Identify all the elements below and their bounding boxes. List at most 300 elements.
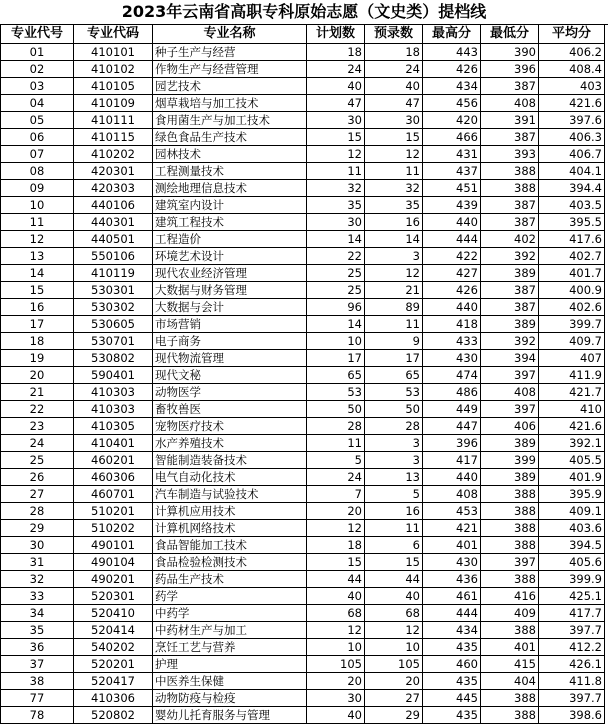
avg-score-cell: 411.9 <box>539 367 605 384</box>
min-score-cell: 388 <box>481 707 539 724</box>
major-code-cell: 33 <box>1 588 74 605</box>
avg-score-cell: 401.7 <box>539 265 605 282</box>
major-name-cell: 食品检验检测技术 <box>153 554 307 571</box>
major-code-cell: 15 <box>1 282 74 299</box>
subject-code-cell: 530302 <box>74 299 153 316</box>
major-code-cell: 16 <box>1 299 74 316</box>
avg-score-cell: 426.1 <box>539 656 605 673</box>
max-score-cell: 440 <box>423 214 481 231</box>
pre-admit-cell: 10 <box>365 639 423 656</box>
major-code-cell: 77 <box>1 690 74 707</box>
pre-admit-cell: 16 <box>365 503 423 520</box>
plan-count-cell: 35 <box>307 197 365 214</box>
min-score-cell: 388 <box>481 622 539 639</box>
min-score-cell: 402 <box>481 231 539 248</box>
subject-code-cell: 530301 <box>74 282 153 299</box>
avg-score-cell: 401.9 <box>539 469 605 486</box>
table-row <box>1 265 605 282</box>
max-score-cell: 444 <box>423 231 481 248</box>
table-row <box>1 282 605 299</box>
avg-score-cell: 421.6 <box>539 95 605 112</box>
avg-score-cell: 397.7 <box>539 690 605 707</box>
major-code-cell: 09 <box>1 180 74 197</box>
plan-count-cell: 30 <box>307 690 365 707</box>
avg-score-cell: 397.7 <box>539 622 605 639</box>
max-score-cell: 456 <box>423 95 481 112</box>
plan-count-cell: 24 <box>307 61 365 78</box>
pre-admit-cell: 28 <box>365 418 423 435</box>
plan-count-cell: 14 <box>307 316 365 333</box>
major-code-cell: 01 <box>1 44 74 61</box>
major-code-cell: 23 <box>1 418 74 435</box>
major-code-cell: 29 <box>1 520 74 537</box>
major-name-cell: 水产养殖技术 <box>153 435 307 452</box>
subject-code-cell: 520417 <box>74 673 153 690</box>
major-code-cell: 08 <box>1 163 74 180</box>
table-row <box>1 639 605 656</box>
table-row <box>1 571 605 588</box>
major-name-cell: 计算机应用技术 <box>153 503 307 520</box>
plan-count-cell: 11 <box>307 163 365 180</box>
major-code-cell: 25 <box>1 452 74 469</box>
major-name-cell: 烹饪工艺与营养 <box>153 639 307 656</box>
major-name-cell: 建筑工程技术 <box>153 214 307 231</box>
pre-admit-cell: 53 <box>365 384 423 401</box>
avg-score-cell: 406.7 <box>539 146 605 163</box>
subject-code-cell: 490201 <box>74 571 153 588</box>
min-score-cell: 388 <box>481 537 539 554</box>
major-code-cell: 18 <box>1 333 74 350</box>
major-code-cell: 17 <box>1 316 74 333</box>
avg-score-cell: 403 <box>539 78 605 95</box>
subject-code-cell: 550106 <box>74 248 153 265</box>
pre-admit-cell: 14 <box>365 231 423 248</box>
table-row <box>1 690 605 707</box>
table-row <box>1 129 605 146</box>
min-score-cell: 397 <box>481 554 539 571</box>
table-row <box>1 503 605 520</box>
major-name-cell: 环境艺术设计 <box>153 248 307 265</box>
plan-count-cell: 5 <box>307 452 365 469</box>
table-row <box>1 622 605 639</box>
major-name-cell: 现代物流管理 <box>153 350 307 367</box>
major-code-cell: 11 <box>1 214 74 231</box>
avg-score-cell: 421.7 <box>539 384 605 401</box>
min-score-cell: 399 <box>481 452 539 469</box>
pre-admit-cell: 11 <box>365 163 423 180</box>
avg-score-cell: 403.5 <box>539 197 605 214</box>
avg-score-cell: 399.9 <box>539 571 605 588</box>
pre-admit-cell: 12 <box>365 265 423 282</box>
table-row <box>1 146 605 163</box>
pre-admit-cell: 15 <box>365 129 423 146</box>
table-row <box>1 350 605 367</box>
min-score-cell: 392 <box>481 333 539 350</box>
max-score-cell: 435 <box>423 673 481 690</box>
major-name-cell: 种子生产与经营 <box>153 44 307 61</box>
pre-admit-cell: 13 <box>365 469 423 486</box>
plan-count-cell: 96 <box>307 299 365 316</box>
table-row <box>1 588 605 605</box>
major-name-cell: 汽车制造与试验技术 <box>153 486 307 503</box>
major-name-cell: 药品生产技术 <box>153 571 307 588</box>
pre-admit-cell: 11 <box>365 316 423 333</box>
major-name-cell: 工程造价 <box>153 231 307 248</box>
major-name-cell: 食品智能加工技术 <box>153 537 307 554</box>
plan-count-cell: 32 <box>307 180 365 197</box>
min-score-cell: 389 <box>481 316 539 333</box>
major-name-cell: 宠物医疗技术 <box>153 418 307 435</box>
max-score-cell: 434 <box>423 622 481 639</box>
pre-admit-cell: 6 <box>365 537 423 554</box>
avg-score-cell: 405.5 <box>539 452 605 469</box>
pre-admit-cell: 30 <box>365 112 423 129</box>
pre-admit-cell: 20 <box>365 673 423 690</box>
major-name-cell: 药学 <box>153 588 307 605</box>
pre-admit-cell: 29 <box>365 707 423 724</box>
min-score-cell: 397 <box>481 367 539 384</box>
major-code-cell: 30 <box>1 537 74 554</box>
avg-score-cell: 395.5 <box>539 214 605 231</box>
pre-admit-cell: 15 <box>365 554 423 571</box>
plan-count-cell: 47 <box>307 95 365 112</box>
max-score-cell: 430 <box>423 350 481 367</box>
header-cell: 专业代号 <box>1 25 74 44</box>
min-score-cell: 389 <box>481 469 539 486</box>
max-score-cell: 401 <box>423 537 481 554</box>
plan-count-cell: 17 <box>307 350 365 367</box>
major-name-cell: 电子商务 <box>153 333 307 350</box>
pre-admit-cell: 68 <box>365 605 423 622</box>
major-name-cell: 护理 <box>153 656 307 673</box>
subject-code-cell: 410119 <box>74 265 153 282</box>
table-row <box>1 197 605 214</box>
header-cell: 最高分 <box>423 25 481 44</box>
avg-score-cell: 410 <box>539 401 605 418</box>
avg-score-cell: 402.6 <box>539 299 605 316</box>
major-name-cell: 中药学 <box>153 605 307 622</box>
plan-count-cell: 12 <box>307 146 365 163</box>
plan-count-cell: 10 <box>307 333 365 350</box>
table-row <box>1 299 605 316</box>
pre-admit-cell: 3 <box>365 452 423 469</box>
subject-code-cell: 410202 <box>74 146 153 163</box>
subject-code-cell: 460201 <box>74 452 153 469</box>
min-score-cell: 387 <box>481 78 539 95</box>
min-score-cell: 392 <box>481 248 539 265</box>
table-row <box>1 248 605 265</box>
plan-count-cell: 24 <box>307 469 365 486</box>
subject-code-cell: 520410 <box>74 605 153 622</box>
pre-admit-cell: 3 <box>365 248 423 265</box>
max-score-cell: 486 <box>423 384 481 401</box>
min-score-cell: 389 <box>481 265 539 282</box>
major-name-cell: 动物防疫与检疫 <box>153 690 307 707</box>
major-code-cell: 14 <box>1 265 74 282</box>
min-score-cell: 387 <box>481 129 539 146</box>
min-score-cell: 388 <box>481 571 539 588</box>
major-code-cell: 34 <box>1 605 74 622</box>
max-score-cell: 444 <box>423 605 481 622</box>
min-score-cell: 388 <box>481 520 539 537</box>
max-score-cell: 408 <box>423 486 481 503</box>
max-score-cell: 461 <box>423 588 481 605</box>
plan-count-cell: 40 <box>307 78 365 95</box>
score-table <box>0 24 605 724</box>
major-code-cell: 20 <box>1 367 74 384</box>
major-name-cell: 园艺技术 <box>153 78 307 95</box>
pre-admit-cell: 18 <box>365 44 423 61</box>
table-row <box>1 231 605 248</box>
avg-score-cell: 417.7 <box>539 605 605 622</box>
subject-code-cell: 410401 <box>74 435 153 452</box>
max-score-cell: 417 <box>423 452 481 469</box>
major-code-cell: 27 <box>1 486 74 503</box>
subject-code-cell: 410115 <box>74 129 153 146</box>
plan-count-cell: 30 <box>307 214 365 231</box>
major-name-cell: 园林技术 <box>153 146 307 163</box>
max-score-cell: 396 <box>423 435 481 452</box>
major-name-cell: 市场营销 <box>153 316 307 333</box>
plan-count-cell: 18 <box>307 537 365 554</box>
subject-code-cell: 440106 <box>74 197 153 214</box>
table-row <box>1 469 605 486</box>
major-code-cell: 36 <box>1 639 74 656</box>
table-row <box>1 333 605 350</box>
min-score-cell: 394 <box>481 350 539 367</box>
max-score-cell: 435 <box>423 639 481 656</box>
table-row <box>1 537 605 554</box>
min-score-cell: 396 <box>481 61 539 78</box>
min-score-cell: 387 <box>481 282 539 299</box>
subject-code-cell: 410303 <box>74 384 153 401</box>
subject-code-cell: 410101 <box>74 44 153 61</box>
major-code-cell: 35 <box>1 622 74 639</box>
header-cell: 专业名称 <box>153 25 307 44</box>
avg-score-cell: 400.9 <box>539 282 605 299</box>
subject-code-cell: 410303 <box>74 401 153 418</box>
subject-code-cell: 540202 <box>74 639 153 656</box>
max-score-cell: 422 <box>423 248 481 265</box>
min-score-cell: 387 <box>481 197 539 214</box>
avg-score-cell: 402.7 <box>539 248 605 265</box>
max-score-cell: 474 <box>423 367 481 384</box>
subject-code-cell: 420301 <box>74 163 153 180</box>
max-score-cell: 421 <box>423 520 481 537</box>
max-score-cell: 451 <box>423 180 481 197</box>
plan-count-cell: 105 <box>307 656 365 673</box>
pre-admit-cell: 21 <box>365 282 423 299</box>
max-score-cell: 426 <box>423 61 481 78</box>
avg-score-cell: 409.7 <box>539 333 605 350</box>
min-score-cell: 397 <box>481 401 539 418</box>
plan-count-cell: 18 <box>307 44 365 61</box>
subject-code-cell: 440501 <box>74 231 153 248</box>
plan-count-cell: 65 <box>307 367 365 384</box>
page-title: 2023年云南省高职专科原始志愿（文史类）提档线 <box>0 0 608 25</box>
table-row <box>1 384 605 401</box>
subject-code-cell: 420303 <box>74 180 153 197</box>
plan-count-cell: 10 <box>307 639 365 656</box>
subject-code-cell: 530701 <box>74 333 153 350</box>
plan-count-cell: 25 <box>307 282 365 299</box>
min-score-cell: 389 <box>481 435 539 452</box>
major-name-cell: 测绘地理信息技术 <box>153 180 307 197</box>
major-code-cell: 22 <box>1 401 74 418</box>
min-score-cell: 388 <box>481 163 539 180</box>
major-name-cell: 现代文秘 <box>153 367 307 384</box>
table-row <box>1 554 605 571</box>
table-row <box>1 61 605 78</box>
pre-admit-cell: 11 <box>365 520 423 537</box>
pre-admit-cell: 32 <box>365 180 423 197</box>
major-code-cell: 31 <box>1 554 74 571</box>
major-name-cell: 婴幼儿托育服务与管理 <box>153 707 307 724</box>
pre-admit-cell: 65 <box>365 367 423 384</box>
subject-code-cell: 410306 <box>74 690 153 707</box>
pre-admit-cell: 105 <box>365 656 423 673</box>
plan-count-cell: 25 <box>307 265 365 282</box>
table-row <box>1 44 605 61</box>
min-score-cell: 388 <box>481 486 539 503</box>
pre-admit-cell: 50 <box>365 401 423 418</box>
avg-score-cell: 392.1 <box>539 435 605 452</box>
plan-count-cell: 12 <box>307 520 365 537</box>
max-score-cell: 440 <box>423 469 481 486</box>
avg-score-cell: 398.6 <box>539 707 605 724</box>
major-name-cell: 作物生产与经营管理 <box>153 61 307 78</box>
major-name-cell: 大数据与财务管理 <box>153 282 307 299</box>
header-cell: 计划数 <box>307 25 365 44</box>
avg-score-cell: 406.2 <box>539 44 605 61</box>
table-row <box>1 401 605 418</box>
major-code-cell: 12 <box>1 231 74 248</box>
major-code-cell: 26 <box>1 469 74 486</box>
table-row <box>1 180 605 197</box>
table-row <box>1 486 605 503</box>
min-score-cell: 391 <box>481 112 539 129</box>
min-score-cell: 390 <box>481 44 539 61</box>
pre-admit-cell: 24 <box>365 61 423 78</box>
avg-score-cell: 425.1 <box>539 588 605 605</box>
major-code-cell: 38 <box>1 673 74 690</box>
avg-score-cell: 404.1 <box>539 163 605 180</box>
subject-code-cell: 530802 <box>74 350 153 367</box>
min-score-cell: 406 <box>481 418 539 435</box>
min-score-cell: 393 <box>481 146 539 163</box>
plan-count-cell: 20 <box>307 673 365 690</box>
min-score-cell: 388 <box>481 690 539 707</box>
major-name-cell: 现代农业经济管理 <box>153 265 307 282</box>
subject-code-cell: 440301 <box>74 214 153 231</box>
table-row <box>1 656 605 673</box>
avg-score-cell: 411.8 <box>539 673 605 690</box>
major-name-cell: 烟草栽培与加工技术 <box>153 95 307 112</box>
major-code-cell: 04 <box>1 95 74 112</box>
max-score-cell: 418 <box>423 316 481 333</box>
pre-admit-cell: 44 <box>365 571 423 588</box>
table-row <box>1 418 605 435</box>
min-score-cell: 415 <box>481 656 539 673</box>
max-score-cell: 433 <box>423 333 481 350</box>
max-score-cell: 440 <box>423 299 481 316</box>
table-row <box>1 520 605 537</box>
max-score-cell: 434 <box>423 78 481 95</box>
pre-admit-cell: 12 <box>365 146 423 163</box>
max-score-cell: 466 <box>423 129 481 146</box>
subject-code-cell: 520301 <box>74 588 153 605</box>
table-row <box>1 707 605 724</box>
table-row <box>1 435 605 452</box>
max-score-cell: 426 <box>423 282 481 299</box>
avg-score-cell: 394.4 <box>539 180 605 197</box>
avg-score-cell: 397.6 <box>539 112 605 129</box>
table-row <box>1 112 605 129</box>
major-code-cell: 07 <box>1 146 74 163</box>
pre-admit-cell: 3 <box>365 435 423 452</box>
max-score-cell: 436 <box>423 571 481 588</box>
major-name-cell: 大数据与会计 <box>153 299 307 316</box>
max-score-cell: 431 <box>423 146 481 163</box>
major-name-cell: 电气自动化技术 <box>153 469 307 486</box>
major-name-cell: 工程测量技术 <box>153 163 307 180</box>
table-row <box>1 214 605 231</box>
plan-count-cell: 20 <box>307 503 365 520</box>
subject-code-cell: 510202 <box>74 520 153 537</box>
plan-count-cell: 40 <box>307 707 365 724</box>
avg-score-cell: 409.1 <box>539 503 605 520</box>
major-name-cell: 中药材生产与加工 <box>153 622 307 639</box>
major-code-cell: 32 <box>1 571 74 588</box>
subject-code-cell: 530605 <box>74 316 153 333</box>
major-code-cell: 13 <box>1 248 74 265</box>
subject-code-cell: 410305 <box>74 418 153 435</box>
plan-count-cell: 28 <box>307 418 365 435</box>
major-code-cell: 78 <box>1 707 74 724</box>
subject-code-cell: 520802 <box>74 707 153 724</box>
avg-score-cell: 399.7 <box>539 316 605 333</box>
major-name-cell: 食用菌生产与加工技术 <box>153 112 307 129</box>
pre-admit-cell: 5 <box>365 486 423 503</box>
avg-score-cell: 406.3 <box>539 129 605 146</box>
avg-score-cell: 408.4 <box>539 61 605 78</box>
major-name-cell: 中医养生保健 <box>153 673 307 690</box>
max-score-cell: 439 <box>423 197 481 214</box>
min-score-cell: 387 <box>481 299 539 316</box>
pre-admit-cell: 40 <box>365 78 423 95</box>
avg-score-cell: 395.9 <box>539 486 605 503</box>
table-row <box>1 78 605 95</box>
pre-admit-cell: 27 <box>365 690 423 707</box>
subject-code-cell: 460701 <box>74 486 153 503</box>
pre-admit-cell: 47 <box>365 95 423 112</box>
pre-admit-cell: 16 <box>365 214 423 231</box>
subject-code-cell: 520414 <box>74 622 153 639</box>
avg-score-cell: 394.5 <box>539 537 605 554</box>
min-score-cell: 408 <box>481 384 539 401</box>
max-score-cell: 449 <box>423 401 481 418</box>
major-code-cell: 21 <box>1 384 74 401</box>
table-row <box>1 163 605 180</box>
major-code-cell: 19 <box>1 350 74 367</box>
pre-admit-cell: 12 <box>365 622 423 639</box>
table-row <box>1 95 605 112</box>
header-cell: 平均分 <box>539 25 605 44</box>
avg-score-cell: 421.6 <box>539 418 605 435</box>
avg-score-cell: 412.2 <box>539 639 605 656</box>
subject-code-cell: 510201 <box>74 503 153 520</box>
table-row <box>1 316 605 333</box>
